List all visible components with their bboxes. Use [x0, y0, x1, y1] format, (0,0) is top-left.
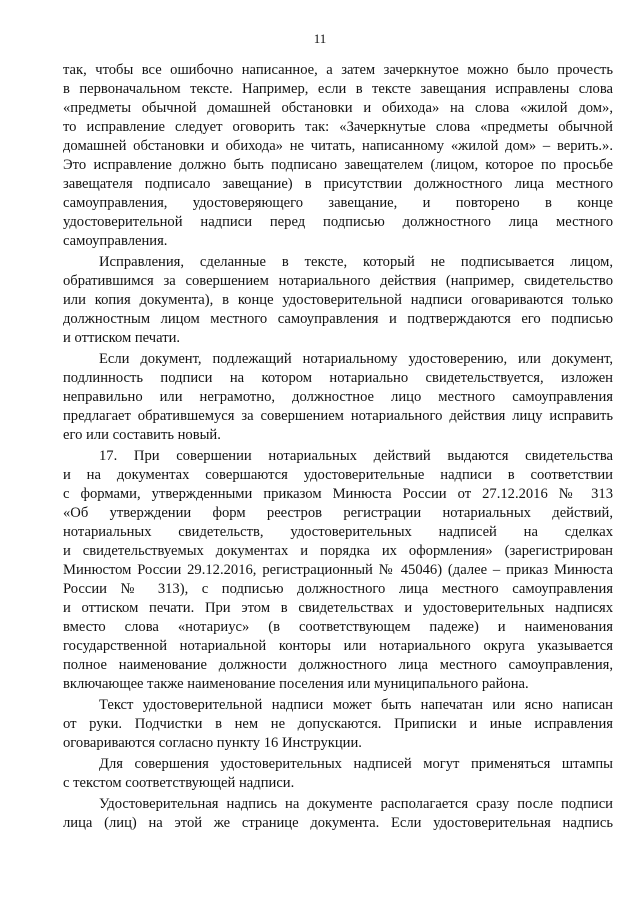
text-line: предлагает обратившемуся за совершением нотариального действия лицу исправить: [63, 408, 613, 424]
text-line: должностным лицом местного самоуправления и подтверждаются его подписью: [63, 311, 613, 327]
paragraph: [63, 696, 613, 753]
text-line: России № 313), с подписью должностного лица местного самоуправления: [63, 581, 613, 597]
text-line: нотариальных свидетельств, удостоверительных надписей на сделках: [63, 524, 613, 540]
text-line: завещателя подписало завещание) в присутствии должностного лица местного: [63, 176, 613, 192]
text-line: в первоначальном тексте. Например, если в тексте завещания исправлены слова: [63, 81, 613, 97]
text-line: с текстом соответствующей надписи.: [63, 775, 295, 791]
text-line: лица (лиц) на этой же странице документа. Если удостоверительная надпись: [63, 815, 613, 831]
text-line: от руки. Подчистки в нем не допускаются. Приписки и иные исправления: [63, 716, 613, 732]
text-line: то исправление следует оговорить так: «Зачеркнутые слова «предметы обычной: [63, 119, 613, 135]
text-line: оговариваются согласно пункту 16 Инструкции.: [63, 735, 362, 751]
text-line: Текст удостоверительной надписи может быть напечатан или ясно написан: [99, 697, 613, 713]
text-line: подлинность подписи на котором нотариально свидетельствуется, изложен: [63, 370, 613, 386]
text-line: Это исправление должно быть подписано завещателем (лицом, которое по просьбе: [63, 157, 613, 173]
text-line: Если документ, подлежащий нотариальному удостоверению, или документ,: [99, 351, 613, 367]
text-line: Для совершения удостоверительных надписей могут применяться штампы: [99, 756, 613, 772]
text-line: Исправления, сделанные в тексте, который не подписывается лицом,: [99, 254, 613, 270]
paragraph: [63, 795, 613, 833]
text-line: «Об утверждении форм реестров регистрации нотариальных действий,: [63, 505, 613, 521]
text-line: обратившимся за совершением нотариального действия (например, свидетельство: [63, 273, 613, 289]
paragraph: [63, 350, 613, 445]
text-line: самоуправления, удостоверяющего завещание, и повторено в конце: [63, 195, 613, 211]
text-line: и на документах совершаются удостоверительные надписи в соответствии: [63, 467, 613, 483]
document-body: [63, 59, 613, 833]
paragraph: [63, 253, 613, 348]
text-line: и оттиском печати.: [63, 330, 181, 346]
text-line: удостоверительной надписи перед подписью должностного лица местного: [63, 214, 613, 230]
text-line: с формами, утвержденными приказом Минюста России от 27.12.2016 № 313: [63, 486, 613, 502]
text-line: полное наименование должности должностного лица местного самоуправления,: [63, 657, 613, 673]
text-line: самоуправления.: [63, 233, 168, 249]
text-line: Удостоверительная надпись на документе располагается сразу после подписи: [99, 796, 613, 812]
text-line: и оттиском печати. При этом в свидетельствах и удостоверительных надписях: [63, 600, 613, 616]
text-line: домашней обстановки и обихода» не читать, написанному «жилой дом» – верить.».: [63, 138, 613, 154]
text-line: вместо слова «нотариус» (в соответствующем падеже) и наименования: [63, 619, 613, 635]
text-line: его или составить новый.: [63, 427, 221, 443]
paragraph: [63, 447, 613, 694]
text-line: «предметы обычной домашней обстановки и обихода» на слова «жилой дом»,: [63, 100, 613, 116]
text-line: или копия документа), в конце удостоверительной надписи оговариваются только: [63, 292, 613, 308]
text-line: так, чтобы все ошибочно написанное, а затем зачеркнутое можно было прочесть: [63, 62, 613, 78]
text-line: неправильно или неграмотно, должностное лицо местного самоуправления: [63, 389, 613, 405]
text-line: 17. При совершении нотариальных действий выдаются свидетельства: [99, 448, 613, 464]
paragraph: [63, 61, 613, 251]
text-line: включающее также наименование поселения или муниципального района.: [63, 676, 529, 692]
paragraph: [63, 755, 613, 793]
text-line: государственной нотариальной конторы или нотариального округа указывается: [63, 638, 613, 654]
text-line: Минюстом России 29.12.2016, регистрационный № 45046) (далее – приказ Минюста: [63, 562, 613, 578]
text-line: и свидетельствуемых документах и порядка их оформления» (зарегистрирован: [63, 543, 613, 559]
page-number: 11: [313, 31, 327, 46]
